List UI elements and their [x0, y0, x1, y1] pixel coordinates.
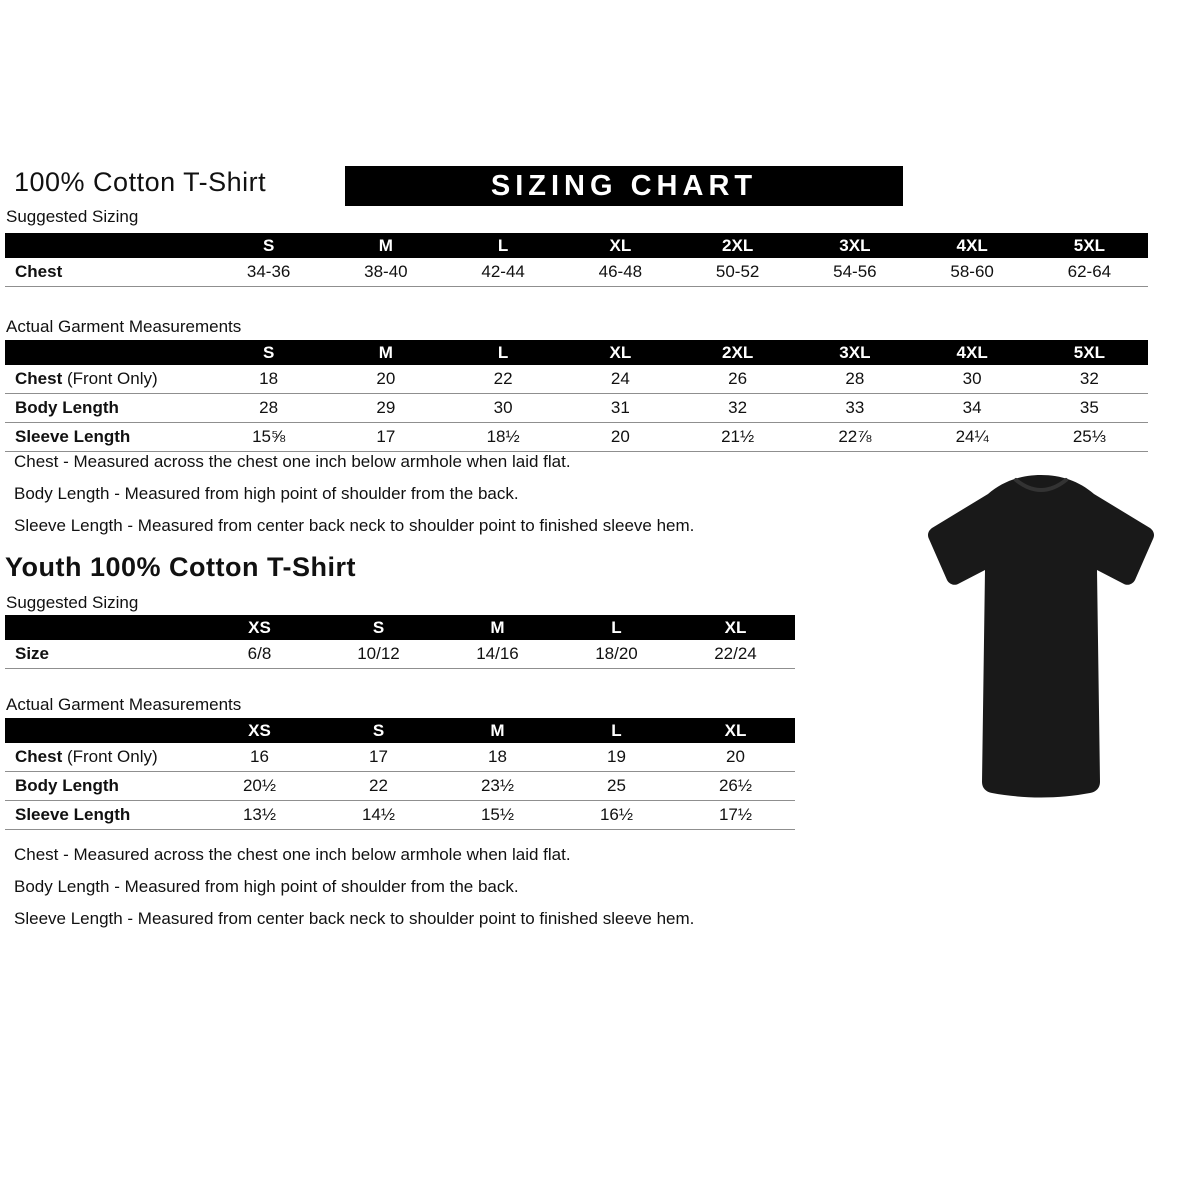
- table-cell: 22: [493, 369, 513, 388]
- column-header: L: [611, 720, 622, 740]
- row-label: Size: [15, 644, 50, 663]
- table-cell: 22: [369, 776, 388, 795]
- youth-section-title: Youth 100% Cotton T-Shirt: [5, 552, 356, 582]
- youth-note-sleeve-length: Sleeve Length - Measured from center back neck to shoulder point to finished sleeve hem.: [14, 909, 695, 928]
- table-cell: 13½: [242, 805, 277, 824]
- column-header: 4XL: [956, 342, 988, 362]
- column-header: 4XL: [956, 235, 988, 255]
- table-row: [5, 258, 1148, 287]
- table-cell: 58-60: [950, 262, 994, 281]
- table-cell: 18: [488, 747, 507, 766]
- table-cell: 14½: [361, 805, 396, 824]
- row-label: Chest (Front Only): [15, 747, 158, 766]
- column-header: 2XL: [722, 342, 754, 362]
- column-header: XL: [609, 342, 632, 362]
- youth-suggested-sizing-label: Suggested Sizing: [6, 593, 139, 612]
- adult-note-chest: Chest - Measured across the chest one inch below armhole when laid flat.: [14, 452, 571, 471]
- table-cell: 54-56: [833, 262, 877, 281]
- table-cell: 20: [610, 427, 630, 446]
- adult-note-body-length: Body Length - Measured from high point of shoulder from the back.: [14, 484, 519, 503]
- sizing-chart-banner: SIZING CHART: [345, 166, 903, 206]
- table-cell: 18/20: [595, 644, 638, 663]
- adult-section-title: 100% Cotton T-Shirt: [14, 167, 267, 197]
- column-header: 5XL: [1073, 342, 1105, 362]
- table-row: [5, 365, 1148, 394]
- table-cell: 23½: [480, 776, 515, 795]
- table-cell: 17: [376, 427, 396, 446]
- column-header: 5XL: [1073, 235, 1105, 255]
- table-cell: 32: [1079, 369, 1099, 388]
- youth-actual-measurements-label: Actual Garment Measurements: [6, 695, 242, 714]
- youth-note-body-length: Body Length - Measured from high point of shoulder from the back.: [14, 877, 519, 896]
- adult-suggested-sizing-label: Suggested Sizing: [6, 207, 139, 226]
- table-cell: 6/8: [247, 644, 272, 663]
- column-header: S: [372, 720, 385, 740]
- table-cell: 24¼: [955, 427, 989, 446]
- table-cell: 20½: [242, 776, 277, 795]
- table-cell: 32: [728, 398, 748, 417]
- table-cell: 16: [250, 747, 269, 766]
- column-header: M: [378, 235, 393, 255]
- row-label: Chest (Front Only): [15, 369, 158, 388]
- column-header: L: [497, 342, 509, 362]
- table-row: [5, 801, 795, 830]
- column-header: 2XL: [722, 235, 754, 255]
- column-header: M: [378, 342, 393, 362]
- table-cell: 26: [728, 369, 748, 388]
- column-header: S: [262, 342, 275, 362]
- table-cell: 30: [493, 398, 513, 417]
- table-header-row: [5, 340, 1148, 365]
- table-cell: 18: [259, 369, 279, 388]
- table-cell: 18½: [486, 427, 520, 446]
- table-cell: 17: [369, 747, 388, 766]
- table-cell: 19: [607, 747, 626, 766]
- row-label: Chest: [15, 262, 63, 281]
- table-cell: 26½: [718, 776, 753, 795]
- column-header: S: [262, 235, 275, 255]
- table-cell: 10/12: [357, 644, 400, 663]
- tshirt-image: [890, 468, 1192, 816]
- table-row: [5, 772, 795, 801]
- table-cell: 62-64: [1067, 262, 1112, 281]
- column-header: L: [497, 235, 509, 255]
- table-cell: 22/24: [714, 644, 757, 663]
- adult-actual-measurements-table: [5, 340, 1148, 452]
- table-row: [5, 640, 795, 669]
- column-header: XL: [724, 617, 747, 637]
- table-cell: 16½: [599, 805, 634, 824]
- column-header: XL: [724, 720, 747, 740]
- table-cell: 25: [607, 776, 626, 795]
- row-label: Body Length: [15, 776, 119, 795]
- table-cell: 42-44: [481, 262, 525, 281]
- table-cell: 28: [845, 369, 865, 388]
- row-label: Body Length: [15, 398, 119, 417]
- column-header: L: [611, 617, 622, 637]
- column-header: S: [372, 617, 385, 637]
- table-header-row: [5, 615, 795, 640]
- table-header-row: [5, 718, 795, 743]
- table-header-row: [5, 233, 1148, 258]
- table-cell: 15½: [480, 805, 515, 824]
- table-cell: 35: [1079, 398, 1099, 417]
- table-cell: 31: [610, 398, 630, 417]
- adult-suggested-sizing-table: [5, 233, 1148, 287]
- table-cell: 38-40: [364, 262, 408, 281]
- table-cell: 17½: [718, 805, 753, 824]
- column-header: 3XL: [839, 342, 871, 362]
- adult-note-sleeve-length: Sleeve Length - Measured from center back neck to shoulder point to finished sleeve hem.: [14, 516, 695, 535]
- table-cell: 20: [726, 747, 745, 766]
- table-cell: 46-48: [598, 262, 643, 281]
- table-row: [5, 394, 1148, 423]
- table-row: [5, 423, 1148, 452]
- table-cell: 20: [376, 369, 396, 388]
- table-cell: 25⅓: [1072, 427, 1106, 446]
- table-cell: 33: [845, 398, 865, 417]
- column-header: XS: [248, 720, 271, 740]
- column-header: M: [490, 617, 505, 637]
- table-cell: 50-52: [715, 262, 760, 281]
- table-cell: 24: [610, 369, 630, 388]
- youth-actual-measurements-table: [5, 718, 795, 830]
- table-cell: 34: [962, 398, 982, 417]
- table-cell: 29: [376, 398, 396, 417]
- youth-note-chest: Chest - Measured across the chest one inch below armhole when laid flat.: [14, 845, 571, 864]
- adult-actual-measurements-label: Actual Garment Measurements: [6, 317, 242, 336]
- column-header: 3XL: [839, 235, 871, 255]
- column-header: XS: [248, 617, 271, 637]
- tshirt-silhouette: [928, 475, 1154, 798]
- table-cell: 14/16: [476, 644, 519, 663]
- table-cell: 34-36: [246, 262, 291, 281]
- column-header: M: [490, 720, 505, 740]
- youth-suggested-sizing-table: [5, 615, 795, 669]
- table-cell: 28: [259, 398, 279, 417]
- row-label: Sleeve Length: [15, 805, 131, 824]
- row-label: Sleeve Length: [15, 427, 131, 446]
- youth-measurement-notes: [14, 845, 794, 941]
- table-row: [5, 743, 795, 772]
- table-cell: 21½: [721, 427, 755, 446]
- column-header: XL: [609, 235, 632, 255]
- adult-measurement-notes: [14, 452, 794, 548]
- table-cell: 22⅞: [838, 427, 872, 446]
- table-cell: 30: [962, 369, 982, 388]
- table-cell: 15⅝: [252, 427, 286, 446]
